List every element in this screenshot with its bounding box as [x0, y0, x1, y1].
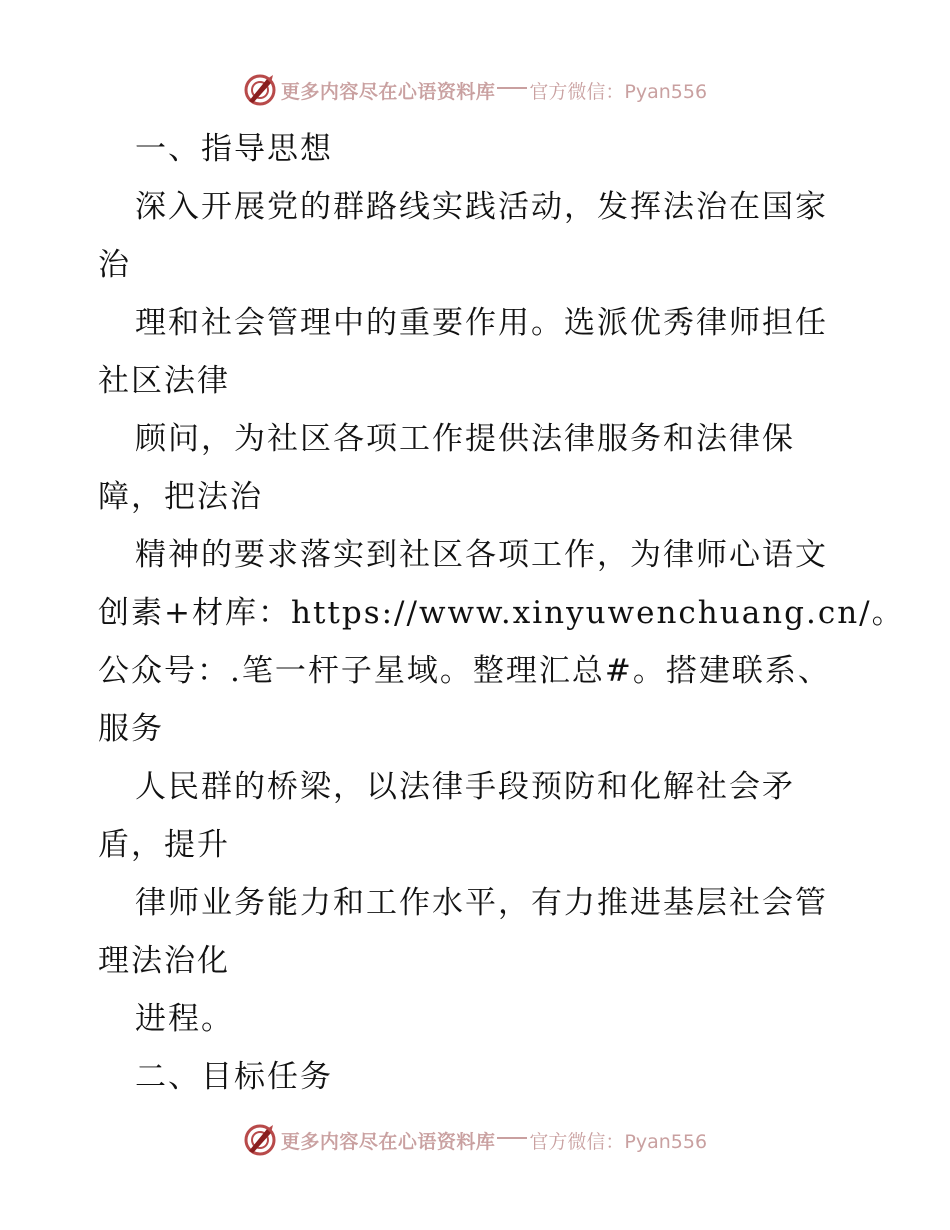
paragraph-line: 律师业务能力和工作水平，有力推进基层社会管 — [135, 885, 828, 921]
paragraph-line: 公众号：.笔一杆子星域。整理汇总#。搭建联系、 — [98, 653, 831, 689]
paragraph-line: 盾，提升 — [98, 827, 230, 863]
banner-wechat: 官方微信：Pyan556 — [529, 1130, 708, 1153]
header-banner — [0, 70, 950, 110]
paragraph-line: 治 — [98, 247, 131, 283]
banner-dash — [497, 87, 527, 89]
paragraph-line: 障，把法治 — [98, 479, 263, 515]
paragraph-line: 社区法律 — [98, 363, 230, 399]
paragraph-line: 深入开展党的群路线实践活动，发挥法治在国家 — [135, 189, 828, 225]
banner-title: 更多内容尽在心语资料库 — [280, 1130, 496, 1153]
paragraph-line: 理法治化 — [98, 943, 230, 979]
paragraph-line: 创素+材库：https://www.xinyuwenchuang.cn/。 — [98, 595, 905, 631]
banner-dash — [497, 1137, 527, 1139]
banner-wechat: 官方微信：Pyan556 — [529, 80, 708, 103]
paragraph-line: 进程。 — [135, 1001, 234, 1037]
document-body — [98, 120, 905, 1106]
section-heading: 一、指导思想 — [135, 131, 333, 167]
pen-logo-icon — [243, 73, 277, 107]
paragraph-line: 服务 — [98, 711, 164, 747]
paragraph-line: 精神的要求落实到社区各项工作，为律师心语文 — [135, 537, 828, 573]
banner-title: 更多内容尽在心语资料库 — [280, 80, 496, 103]
paragraph-line: 理和社会管理中的重要作用。选派优秀律师担任 — [135, 305, 828, 341]
pen-logo-icon — [243, 1123, 277, 1157]
paragraph-line: 人民群的桥梁，以法律手段预防和化解社会矛 — [135, 769, 795, 805]
footer-banner — [0, 1120, 950, 1160]
paragraph-line: 顾问，为社区各项工作提供法律服务和法律保 — [135, 421, 795, 457]
section-heading: 二、目标任务 — [135, 1059, 333, 1095]
